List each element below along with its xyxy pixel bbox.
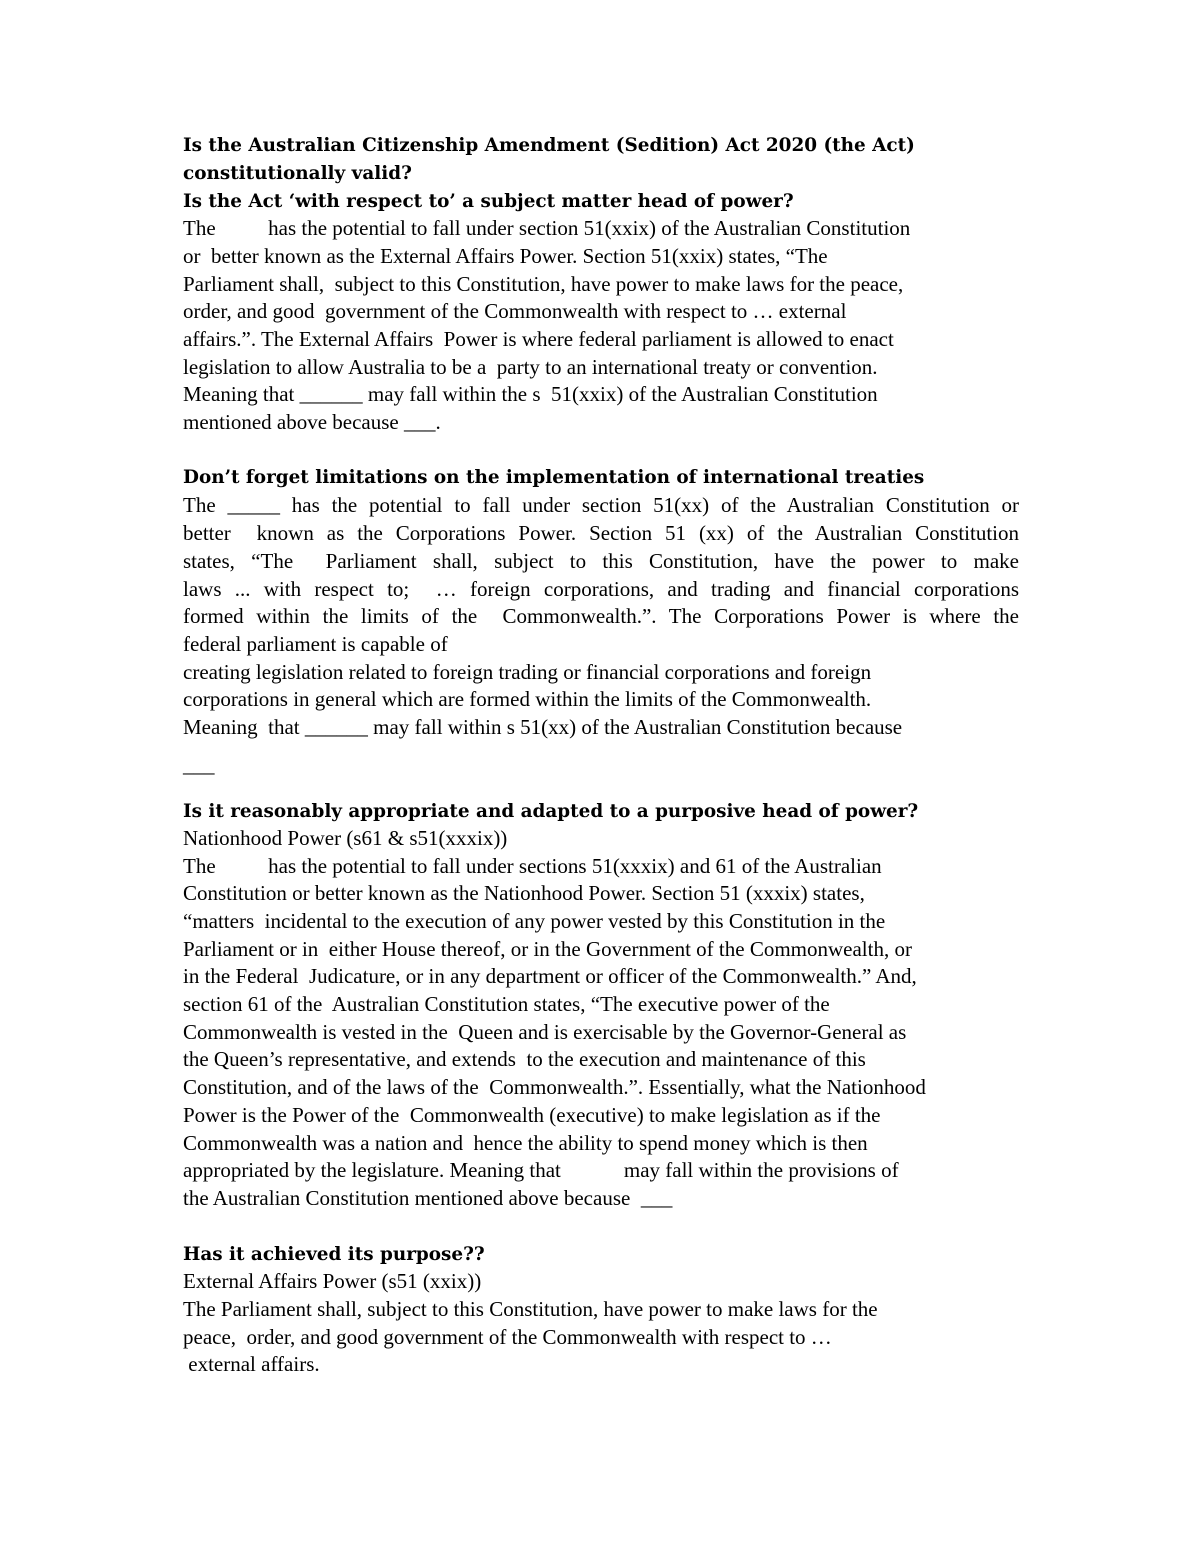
question-heading: constitutionally valid? <box>183 163 412 184</box>
section-heading: Don’t forget limitations on the implementation of international treaties <box>183 467 925 488</box>
body-line: Constitution or better known as the Nationhood Power. Section 51 (xxxix) states, <box>183 881 865 905</box>
body-line: federal parliament is capable of <box>183 632 448 656</box>
body-line: corporations in general which are formed within the limits of the Commonwealth. <box>183 687 872 711</box>
body-line: The Parliament shall, subject to this Constitution, have power to make laws for the <box>183 1297 878 1321</box>
body-line: Parliament shall, subject to this Constitution, have power to make laws for the peace, <box>183 272 904 296</box>
body-line: Power is the Power of the Commonwealth (executive) to make legislation as if the <box>183 1103 881 1127</box>
body-line: the Australian Constitution mentioned above because ___ <box>183 1186 673 1210</box>
section-heading: Has it achieved its purpose?? <box>183 1244 485 1265</box>
body-line: Meaning that ______ may fall within the s 51(xxix) of the Australian Constitution <box>183 382 878 406</box>
body-line: external affairs. <box>183 1352 320 1376</box>
body-line: peace, order, and good government of the Commonwealth with respect to … <box>183 1325 832 1349</box>
body-line: creating legislation related to foreign trading or financial corporations and foreign <box>183 660 872 684</box>
body-line: mentioned above because ___. <box>183 410 441 434</box>
body-line: formed within the limits of the Commonwealth.”. The Corporations Power is where the <box>183 604 1019 628</box>
body-line: states, “The Parliament shall, subject to this Constitution, have the power to make <box>183 549 1019 573</box>
body-line: affairs.”. The External Affairs Power is where federal parliament is allowed to enact <box>183 327 894 351</box>
body-line: External Affairs Power (s51 (xxix)) <box>183 1269 482 1293</box>
body-line: legislation to allow Australia to be a party to an international treaty or convention. <box>183 355 878 379</box>
body-line: The has the potential to fall under section 51(xxix) of the Australian Constitution <box>183 216 911 240</box>
body-line: ___ <box>183 753 215 777</box>
body-line: “matters incidental to the execution of any power vested by this Constitution in the <box>183 909 886 933</box>
body-line: The _____ has the potential to fall under section 51(xx) of the Australian Constitution or <box>183 493 1019 517</box>
body-line: laws ... with respect to; … foreign corporations, and trading and financial corporations <box>183 577 1019 601</box>
body-line: or better known as the External Affairs Power. Section 51(xxix) states, “The <box>183 244 828 268</box>
body-line: Constitution, and of the laws of the Commonwealth.”. Essentially, what the Nationhood <box>183 1075 926 1099</box>
body-line: appropriated by the legislature. Meaning that may fall within the provisions of <box>183 1158 899 1182</box>
section-heading: Is it reasonably appropriate and adapted to a purposive head of power? <box>183 801 919 822</box>
section-heading: Is the Act ‘with respect to’ a subject matter head of power? <box>183 191 794 212</box>
body-line: better known as the Corporations Power. Section 51 (xx) of the Australian Constitution <box>183 521 1019 545</box>
question-heading: Is the Australian Citizenship Amendment (Sedition) Act 2020 (the Act) <box>183 135 915 156</box>
body-line: Meaning that ______ may fall within s 51(xx) of the Australian Constitution because <box>183 715 903 739</box>
body-line: The has the potential to fall under sections 51(xxxix) and 61 of the Australian <box>183 854 882 878</box>
body-line: Nationhood Power (s61 & s51(xxxix)) <box>183 826 508 850</box>
body-line: Parliament or in either House thereof, or in the Government of the Commonwealth, or <box>183 937 912 961</box>
body-line: section 61 of the Australian Constitution states, “The executive power of the <box>183 992 830 1016</box>
body-line: in the Federal Judicature, or in any department or officer of the Commonwealth.” And, <box>183 964 917 988</box>
body-line: Commonwealth was a nation and hence the ability to spend money which is then <box>183 1131 868 1155</box>
body-line: order, and good government of the Commonwealth with respect to … external <box>183 299 847 323</box>
body-line: Commonwealth is vested in the Queen and is exercisable by the Governor-General as <box>183 1020 907 1044</box>
body-line: the Queen’s representative, and extends to the execution and maintenance of this <box>183 1047 866 1071</box>
